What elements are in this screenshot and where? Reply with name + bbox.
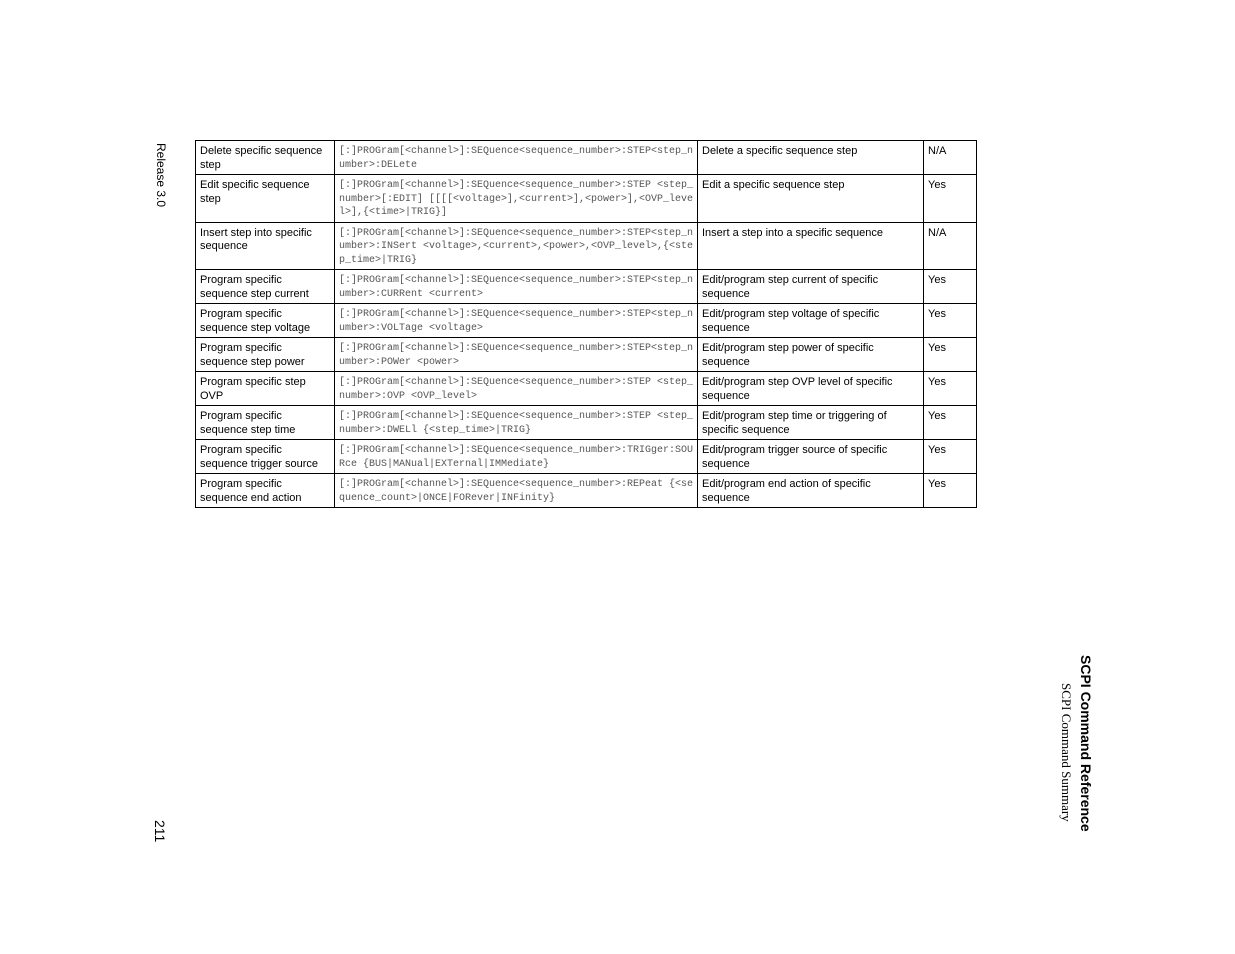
- description-cell: Edit/program end action of specific sequence: [698, 474, 924, 508]
- syntax-cell: [:]PROGram[<channel>]:SEQuence<sequence_number>:STEP<step_number>:POWer <power>: [335, 338, 698, 372]
- function-cell: Program specific sequence end action: [196, 474, 335, 508]
- table-row: [196, 175, 977, 223]
- description-cell: Edit/program step time or triggering of specific sequence: [698, 406, 924, 440]
- query-cell: Yes: [924, 338, 977, 372]
- description-cell: Edit/program step current of specific sequence: [698, 270, 924, 304]
- function-cell: Program specific sequence step power: [196, 338, 335, 372]
- function-cell: Program specific step OVP: [196, 372, 335, 406]
- syntax-cell: [:]PROGram[<channel>]:SEQuence<sequence_number>:TRIGger:SOURce {BUS|MANual|EXTernal|IMMediate}: [335, 440, 698, 474]
- page-number: 211: [152, 820, 168, 843]
- section-title: SCPI Command Summary: [1059, 683, 1074, 822]
- table-row: [196, 222, 977, 270]
- table-row: [196, 474, 977, 508]
- chapter-title: SCPI Command Reference: [1078, 655, 1094, 832]
- table-row: [196, 440, 977, 474]
- release-label: Release 3.0: [154, 143, 168, 208]
- function-cell: Insert step into specific sequence: [196, 222, 335, 270]
- description-cell: Delete a specific sequence step: [698, 141, 924, 175]
- description-cell: Edit a specific sequence step: [698, 175, 924, 223]
- table-row: [196, 406, 977, 440]
- function-cell: Program specific sequence step voltage: [196, 304, 335, 338]
- description-cell: Edit/program trigger source of specific sequence: [698, 440, 924, 474]
- syntax-cell: [:]PROGram[<channel>]:SEQuence<sequence_number>:STEP <step_number>[:EDIT] [[[[<voltage>],<current>],<power>],<OVP_level>],{<time>|TRIG}]: [335, 175, 698, 223]
- description-cell: Edit/program step OVP level of specific sequence: [698, 372, 924, 406]
- function-cell: Delete specific sequence step: [196, 141, 335, 175]
- table-row: [196, 372, 977, 406]
- query-cell: Yes: [924, 304, 977, 338]
- scpi-command-table: [195, 140, 977, 508]
- table-row: [196, 338, 977, 372]
- table-row: [196, 304, 977, 338]
- description-cell: Insert a step into a specific sequence: [698, 222, 924, 270]
- function-cell: Edit specific sequence step: [196, 175, 335, 223]
- syntax-cell: [:]PROGram[<channel>]:SEQuence<sequence_number>:STEP<step_number>:DELete: [335, 141, 698, 175]
- function-cell: Program specific sequence step time: [196, 406, 335, 440]
- table-row: [196, 141, 977, 175]
- syntax-cell: [:]PROGram[<channel>]:SEQuence<sequence_number>:STEP<step_number>:VOLTage <voltage>: [335, 304, 698, 338]
- query-cell: Yes: [924, 406, 977, 440]
- query-cell: Yes: [924, 175, 977, 223]
- function-cell: Program specific sequence step current: [196, 270, 335, 304]
- table-row: [196, 270, 977, 304]
- function-cell: Program specific sequence trigger source: [196, 440, 335, 474]
- query-cell: N/A: [924, 141, 977, 175]
- query-cell: Yes: [924, 440, 977, 474]
- query-cell: Yes: [924, 372, 977, 406]
- syntax-cell: [:]PROGram[<channel>]:SEQuence<sequence_number>:STEP<step_number>:INSert <voltage>,<current>,<power>,<OVP_level>,{<step_time>|TRIG}: [335, 222, 698, 270]
- description-cell: Edit/program step voltage of specific sequence: [698, 304, 924, 338]
- syntax-cell: [:]PROGram[<channel>]:SEQuence<sequence_number>:STEP<step_number>:CURRent <current>: [335, 270, 698, 304]
- syntax-cell: [:]PROGram[<channel>]:SEQuence<sequence_number>:STEP <step_number>:OVP <OVP_level>: [335, 372, 698, 406]
- syntax-cell: [:]PROGram[<channel>]:SEQuence<sequence_number>:STEP <step_number>:DWELl {<step_time>|TRIG}: [335, 406, 698, 440]
- description-cell: Edit/program step power of specific sequence: [698, 338, 924, 372]
- query-cell: N/A: [924, 222, 977, 270]
- query-cell: Yes: [924, 270, 977, 304]
- query-cell: Yes: [924, 474, 977, 508]
- syntax-cell: [:]PROGram[<channel>]:SEQuence<sequence_number>:REPeat {<sequence_count>|ONCE|FORever|INFinity}: [335, 474, 698, 508]
